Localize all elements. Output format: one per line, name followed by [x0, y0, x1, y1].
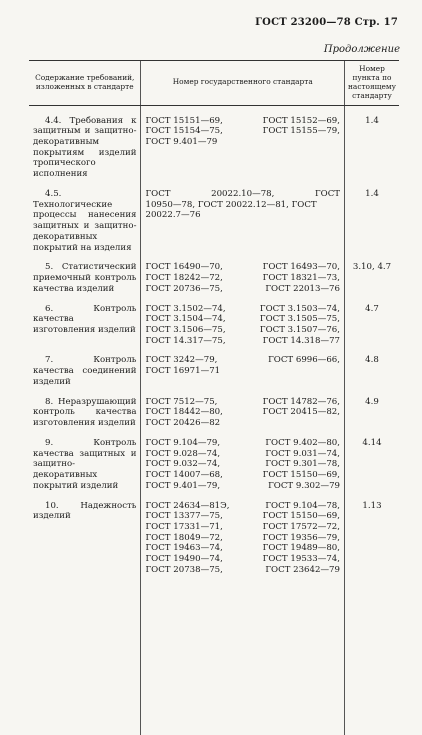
standard-ref: ГОСТ 16493—70,: [262, 262, 340, 273]
standard-ref: ГОСТ 20426—82: [145, 418, 221, 429]
column-header-point-number: Номер пункта по настоящему стандарту: [345, 61, 400, 106]
standard-line: [145, 501, 340, 512]
standard-ref: ГОСТ 17572—72,: [262, 522, 340, 532]
requirement-cell: 8. Неразрушающий контроль качества изготовления изделий: [33, 396, 137, 429]
standard-line: [145, 304, 340, 315]
standard-ref: ГОСТ 15150—69,: [262, 511, 340, 522]
standard-ref: 10950—78, ГОСТ 20022.12—81, ГОСТ: [145, 199, 317, 210]
standard-ref: ГОСТ 15152—69,: [262, 115, 340, 126]
spacer-cell: [141, 585, 345, 735]
standard-number-cell: [141, 397, 345, 438]
standard-ref: ГОСТ 18321—73,: [262, 273, 340, 284]
standard-ref: ГОСТ 14.318—77: [262, 335, 340, 346]
standard-line: [145, 438, 340, 449]
table-row: [29, 397, 399, 438]
requirement-cell: 10. Надежность изделий: [33, 500, 137, 522]
standard-ref: ГОСТ 9.302—79: [268, 480, 340, 491]
standard-number-cell: [141, 189, 345, 262]
standard-ref: ГОСТ 18442—80,: [145, 407, 223, 418]
standard-line: [145, 314, 340, 325]
standard-ref: ГОСТ 16490—70,: [145, 262, 223, 273]
standard-ref: ГОСТ 9.401—79,: [145, 480, 221, 491]
requirement-cell: 7. Контроль качества соединений изделий: [33, 355, 137, 387]
standard-ref: ГОСТ 3242—79,: [145, 355, 218, 366]
standard-line: [145, 418, 340, 429]
standard-ref: ГОСТ 15154—75,: [145, 126, 223, 137]
requirement-cell: 4.4. Требования к защитным и защитно-декоративным покрытиям изделий тропического исполнения: [33, 115, 137, 180]
column-header-standard-number: Номер государственного стандарта: [141, 61, 345, 106]
standard-ref: ГОСТ 16971—71: [145, 366, 221, 377]
standard-ref: ГОСТ 3.1505—75,: [259, 314, 340, 325]
requirement-cell: 9. Контроль качества защитных и защитно-декоративных покрытий изделий: [33, 437, 137, 491]
table-row: [29, 262, 399, 303]
point-number-cell: 3.10, 4.7: [345, 262, 400, 303]
standard-ref: ГОСТ 18049—72,: [145, 532, 223, 543]
point-number-cell: 1.4: [345, 105, 400, 189]
standard-ref: ГОСТ 3.1502—74,: [145, 303, 226, 314]
standard-ref: ГОСТ 15151—69,: [145, 115, 223, 126]
standard-line: [145, 355, 340, 366]
standard-line: [145, 126, 340, 137]
standard-ref: ГОСТ 14.317—75,: [145, 335, 226, 346]
standard-line: [145, 554, 340, 565]
standard-line: [145, 262, 340, 273]
standard-line: [145, 459, 340, 470]
continuation-label: Продолжение: [323, 44, 400, 55]
standard-line: [145, 397, 340, 408]
point-number-cell: 4.8: [345, 355, 400, 396]
column-header-requirements: Содержание требований, изложенных в стандарте: [29, 61, 141, 106]
point-number-cell: 4.9: [345, 397, 400, 438]
standard-ref: ГОСТ 19489—80,: [262, 543, 340, 554]
standard-ref: ГОСТ 3.1504—74,: [145, 314, 226, 325]
point-number-cell: 1.13: [345, 501, 400, 585]
table-header-row: [29, 61, 399, 106]
standards-table: [29, 60, 399, 735]
point-number-cell: 1.4: [345, 189, 400, 262]
standard-ref: ГОСТ 9.402—80,: [265, 437, 340, 448]
standard-ref: ГОСТ 15155—79,: [262, 126, 340, 137]
standard-ref: ГОСТ 9.028—74,: [145, 448, 221, 459]
standard-line: [145, 273, 340, 284]
standard-number-cell: [141, 438, 345, 501]
standard-number-cell: [141, 105, 345, 189]
spacer-cell: [29, 585, 141, 735]
table-row: [29, 355, 399, 396]
table-row: [29, 105, 399, 189]
standard-ref: ГОСТ 9.031—74,: [265, 448, 340, 459]
standard-ref: ГОСТ 7512—75,: [145, 396, 218, 407]
standard-ref: ГОСТ 19356—79,: [262, 532, 340, 543]
standard-ref: ГОСТ 24634—81Э,: [145, 500, 230, 511]
standard-line: [145, 533, 340, 544]
point-number-cell: 4.7: [345, 304, 400, 356]
table-body: [29, 105, 399, 735]
standard-line: [145, 565, 340, 576]
requirement-cell: 4.5. Технологические процессы нанесения защитных и защитно-декоративных покрытий на изделия: [33, 188, 137, 253]
standard-line: [145, 189, 340, 200]
standard-ref: ГОСТ 23642—79: [265, 564, 340, 575]
standard-ref: 20022.10—78,: [211, 188, 275, 199]
standard-ref: ГОСТ 9.301—78,: [265, 459, 340, 470]
standard-line: [145, 210, 340, 221]
standard-ref: ГОСТ 13377—75,: [145, 511, 223, 522]
requirement-cell: 5. Статистический приемочный контроль качества изделий: [33, 262, 137, 294]
table-row: [29, 304, 399, 356]
standard-ref: ГОСТ 22013—76: [265, 283, 340, 294]
standard-ref: ГОСТ 6996—66,: [268, 355, 340, 366]
standard-ref: 20022.7—76: [145, 210, 201, 221]
standard-line: [145, 481, 340, 492]
standard-line: [145, 200, 340, 211]
standard-line: [145, 137, 340, 148]
standard-line: [145, 511, 340, 522]
standard-line: [145, 336, 340, 347]
standard-line: [145, 366, 340, 377]
standard-line: [145, 325, 340, 336]
standard-ref: ГОСТ 19463—74,: [145, 543, 223, 554]
table-row: [29, 189, 399, 262]
standard-line: [145, 407, 340, 418]
standard-ref: ГОСТ 19533—74,: [262, 554, 340, 565]
page-header: ГОСТ 23200—78 Стр. 17: [255, 17, 398, 28]
standard-ref: ГОСТ 14782—76,: [262, 396, 340, 407]
standard-ref: ГОСТ 14007—68,: [145, 470, 223, 481]
table-spacer-row: [29, 585, 399, 735]
standard-ref: ГОСТ 20738—75,: [145, 564, 223, 575]
table-row: [29, 438, 399, 501]
standard-ref: ГОСТ: [314, 188, 340, 199]
standard-number-cell: [141, 355, 345, 396]
standard-ref: ГОСТ 3.1507—76,: [259, 324, 340, 335]
point-number-cell: 4.14: [345, 438, 400, 501]
standard-ref: ГОСТ 9.401—79: [145, 136, 218, 147]
standard-line: [145, 470, 340, 481]
standard-ref: ГОСТ 18242—72,: [145, 273, 223, 284]
standard-ref: ГОСТ 9.104—78,: [265, 500, 340, 511]
standard-ref: ГОСТ 19490—74,: [145, 554, 223, 565]
standard-ref: ГОСТ 9.032—74,: [145, 459, 221, 470]
standard-line: [145, 543, 340, 554]
standard-ref: ГОСТ 17331—71,: [145, 522, 223, 532]
requirement-cell: 6. Контроль качества изготовления изделий: [33, 303, 137, 335]
standard-line: [145, 449, 340, 460]
standard-ref: ГОСТ 20736—75,: [145, 283, 223, 294]
standard-number-cell: [141, 304, 345, 356]
standard-number-cell: [141, 262, 345, 303]
standard-line: [145, 522, 340, 533]
standard-number-cell: [141, 501, 345, 585]
standard-ref: ГОСТ 3.1506—75,: [145, 324, 226, 335]
standard-ref: ГОСТ 15150—69,: [262, 470, 340, 481]
spacer-cell: [345, 585, 400, 735]
standard-ref: ГОСТ 9.104—79,: [145, 437, 221, 448]
standard-ref: ГОСТ: [145, 188, 171, 199]
standard-line: [145, 284, 340, 295]
standard-line: [145, 116, 340, 127]
standard-ref: ГОСТ 3.1503—74,: [259, 303, 340, 314]
standard-ref: ГОСТ 20415—82,: [262, 407, 340, 418]
table-row: [29, 501, 399, 585]
